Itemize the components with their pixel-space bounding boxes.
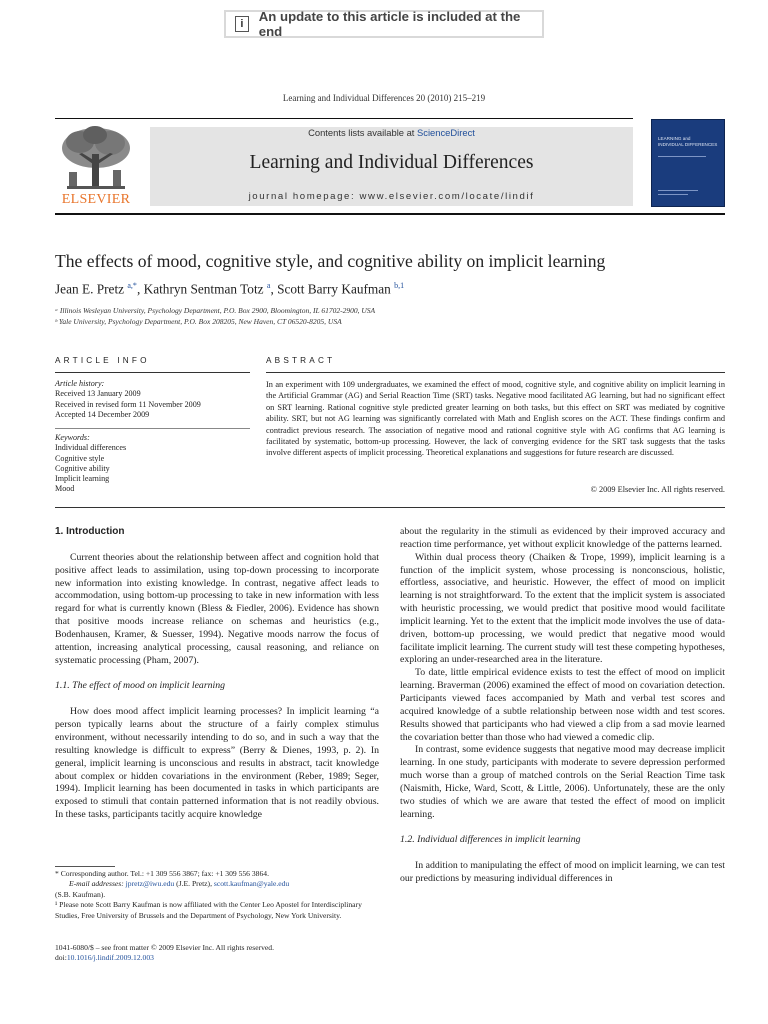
abstract-bottom-rule — [55, 507, 725, 508]
abstract-text: In an experiment with 109 undergraduates, we examined the effect of mood, cognitive style, and cognitive ability on implicit learning in the Artificial Grammar (AG) and Serial Reaction Time (SRT) tasks. Negative mood facilitated AG learning, but had no significant effect on SRT learning. Rational cognitive style predicted greater learning on both tasks, but this effect on SRT was mediated by cognitive ability. SRT, but not AG learning was significantly correlated with Math and English scores on the ACT. These findings confirm and contradict previous research. The association of negative mood and rational cognitive style with AG confirms that AG learning is facilitated by systematic, bottom-up processing. However, the lack of converging evidence for the SRT task suggests that the tasks involve different aspects of implicit processing. Theoretical explanations and suggestions for future research are discussed. — [266, 380, 725, 458]
affiliation-update-note: ¹ Please note Scott Barry Kaufman is now affiliated with the Center Leo Apostel for Interdisciplinary Studies, Free University of Brussels and the Department of Psychology, New York University. — [55, 900, 362, 920]
body-paragraph: In addition to manipulating the effect of mood on implicit learning, we can test our predictions by measuring individual differences in — [400, 860, 725, 885]
affiliation-b: ᵇ Yale University, Psychology Department, P.O. Box 208205, New Haven, CT 06520-8205, USA — [55, 317, 342, 326]
author-affil-marker[interactable]: a,* — [127, 281, 137, 290]
body-paragraph: about the regularity in the stimuli as evidenced by their improved accuracy and reaction time performance, yet without explicit knowledge of the patterns learned. — [400, 526, 725, 550]
keyword: Implicit learning — [55, 474, 110, 484]
article-info-rule — [55, 372, 250, 373]
journal-title: Learning and Individual Differences — [249, 152, 534, 173]
footnote-rule — [55, 866, 115, 867]
keywords-block — [55, 433, 250, 495]
header-top-rule — [55, 118, 633, 119]
journal-cover-thumbnail[interactable]: LEARNING and INDIVIDUAL DIFFERENCES — [651, 119, 725, 207]
update-banner[interactable] — [224, 10, 544, 38]
elsevier-wordmark: ELSEVIER — [61, 192, 131, 207]
author-affil-marker[interactable]: b,1 — [394, 281, 405, 290]
article-info-heading: ARTICLE INFO — [55, 356, 150, 365]
info-icon: i — [235, 16, 249, 32]
email-link-pretz[interactable]: jpretz@iwu.edu — [125, 879, 175, 889]
history-accepted: Accepted 14 December 2009 — [55, 409, 150, 419]
author-name: Scott Barry Kaufman — [277, 281, 391, 297]
body-paragraph: Current theories about the relationship between affect and cognition hold that positive affect leads to assimilation, using top-down processing to incorporate new information into existing knowledge. In contrast, negative affect leads to accommodation, using bottom-up processing to take in new information with less regard for what is currently known (Bless & Fiedler, 2006). Evidence has shown that positive moods increase reliance on schemas and heuristics (e.g., Bodenhausen, Kramer, & Suesser, 1994). Negative moods narrow the focus of attention, increasing analytical processing, causal reasoning, and reliance on systematic processing (Pham, 2007). — [55, 551, 379, 666]
email-link-kaufman[interactable]: scott.kaufman@yale.edu — [213, 879, 290, 889]
keyword: Individual differences — [55, 443, 127, 453]
body-paragraph: How does mood affect implicit learning processes? In implicit learning “a person typically learns about the structure of a fairly complex stimulus environment, without necessarily intending to do so, and in such a way that the resulting knowledge is difficult to express” (Berry & Dienes, 1993, p. 2). In general, implicit learning is unconscious and results in abstract, tacit knowledge about complex or hidden covariations in the environment (Reber, 1989; Seger, 1994). Implicit learning has been documented in tasks in which participants are exposed to stimuli that contain patterned information that is not readily obvious. In these tasks, participants tacitly acquire knowledge — [55, 706, 379, 821]
copyright-notice: © 2009 Elsevier Inc. All rights reserved. — [590, 485, 725, 494]
history-revised: Received in revised form 11 November 2009 — [55, 399, 201, 409]
issn-line: 1041-6080/$ – see front matter © 2009 Elsevier Inc. All rights reserved. — [55, 943, 274, 952]
section-heading-introduction: 1. Introduction — [55, 526, 125, 537]
corresponding-author-note: * Corresponding author. Tel.: +1 309 556 3867; fax: +1 309 556 3864. — [55, 869, 269, 878]
email-line — [55, 879, 379, 889]
keyword: Cognitive ability — [55, 463, 110, 473]
update-banner-text: An update to this article is included at the end — [258, 9, 521, 39]
author-name: Jean E. Pretz — [55, 281, 125, 297]
front-matter-info — [55, 943, 385, 964]
subsection-heading: 1.2. Individual differences in implicit learning — [400, 834, 581, 846]
body-right-column — [400, 526, 725, 886]
journal-homepage[interactable]: journal homepage: www.elsevier.com/locate/lindif — [248, 191, 535, 202]
history-received: Received 13 January 2009 — [55, 389, 141, 399]
body-paragraph: In contrast, some evidence suggests that negative mood may decrease implicit learning. In one study, participants with moderate to severe depression performed much worse than a group of matched controls on the Serial Reaction Time task (Naismith, Hicke, Ward, Scott, & Little, 2006). Unfortunately, these are the only two studies of which we are aware that tested the effect of mood on implicit learning. — [400, 744, 725, 820]
doi-link[interactable]: 10.1016/j.lindif.2009.12.003 — [66, 953, 154, 963]
affiliation-a: ᵃ Illinois Wesleyan University, Psychology Department, P.O. Box 2900, Bloomington, IL 61702-2900, USA — [55, 306, 376, 315]
body-paragraph: To date, little empirical evidence exists to test the effect of mood on implicit learning. Braverman (2006) examined the effect of mood on covariation detection. Participants viewed faces accompanied by Math and verbal test scores and acquired knowledge of a subtle relationship between nose width and test scores. Results showed that participants who had viewed a clip from a sad movie learned the covariation better than those who had viewed a comedic clip. — [400, 667, 725, 743]
subsection-heading: 1.1. The effect of mood on implicit learning — [55, 680, 226, 692]
abstract-heading: ABSTRACT — [266, 356, 336, 365]
author-name: Kathryn Sentman Totz — [143, 281, 264, 297]
email-label: E-mail addresses: — [69, 879, 124, 889]
keywords-label: Keywords: — [55, 433, 90, 442]
contents-prefix: Contents lists available at — [308, 127, 418, 138]
email-owner: (S.B. Kaufman). — [55, 889, 106, 899]
journal-citation: Learning and Individual Differences 20 (2010) 215–219 — [282, 93, 486, 103]
author-affil-marker[interactable]: a — [266, 281, 271, 290]
keyword: Mood — [55, 484, 75, 494]
article-title: The effects of mood, cognitive style, and cognitive ability on implicit learning — [55, 251, 606, 271]
keyword: Cognitive style — [55, 453, 105, 463]
article-history — [55, 379, 250, 420]
keywords-rule — [55, 428, 250, 429]
contents-line — [150, 127, 633, 138]
history-label: Article history: — [55, 379, 105, 388]
sciencedirect-link[interactable]: ScienceDirect — [417, 127, 475, 138]
footnotes — [55, 869, 379, 921]
author-list: Jean E. Pretz $^{a,*}$, Kathryn Sentman Totz $^a$, Scott Barry Kaufman $^{b,1}$ — [55, 281, 405, 297]
email-owner: (J.E. Pretz), — [176, 879, 212, 889]
doi-label: doi: — [55, 953, 67, 963]
body-left-column — [55, 526, 379, 822]
body-paragraph: Within dual process theory (Chaiken & Trope, 1999), implicit learning is a function of the implicit system, whose processing is nonconscious, holistic, effortless, associative, and heuristic. However, the effect of mood on implicit learning is not straightforward. To the extent that the implicit system is associated with heuristic processing, we would predict that positive mood would facilitate implicit learning. Yet to the extent that the implicit mode involves the use of data-driven, bottom-up processing, we would predict that negative mood would facilitate implicit learning. The current study will test these competing hypotheses, exploring an under-researched area in the literature. — [400, 551, 725, 666]
header-bottom-rule — [55, 213, 725, 215]
abstract-rule — [266, 372, 725, 373]
doi-line — [55, 953, 385, 963]
